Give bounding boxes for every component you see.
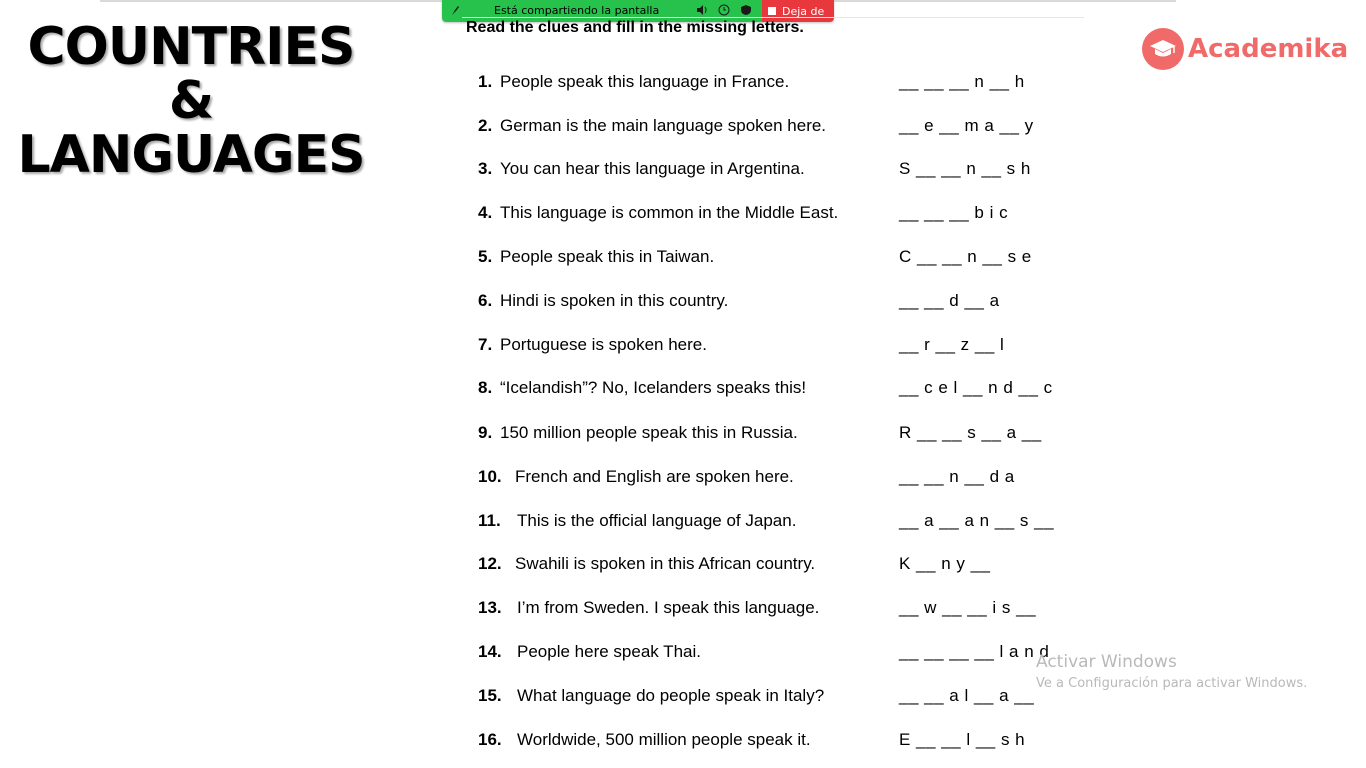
stop-share-label: Deja de bbox=[782, 4, 825, 18]
worksheet-item bbox=[478, 598, 1078, 622]
item-number: 2. bbox=[478, 116, 493, 135]
watermark-title: Activar Windows bbox=[1036, 652, 1177, 672]
worksheet-item bbox=[478, 730, 1078, 754]
item-answer: E __ __ l __ s h bbox=[899, 730, 1026, 749]
item-clue: You can hear this language in Argentina. bbox=[500, 159, 805, 178]
pin-icon[interactable] bbox=[450, 4, 460, 19]
page-title bbox=[6, 17, 376, 185]
item-answer: R __ __ s __ a __ bbox=[899, 423, 1042, 442]
item-clue: Swahili is spoken in this African country. bbox=[515, 554, 816, 573]
item-number: 9. bbox=[478, 423, 493, 442]
item-clue: This is the official language of Japan. bbox=[517, 511, 797, 530]
windows-activation-watermark bbox=[1036, 652, 1307, 691]
item-clue: What language do people speak in Italy? bbox=[517, 686, 825, 705]
item-clue: Portuguese is spoken here. bbox=[500, 335, 707, 354]
item-answer: __ w __ __ i s __ bbox=[899, 598, 1037, 617]
logo-text: Academika bbox=[1188, 34, 1349, 64]
item-number: 16. bbox=[478, 730, 502, 749]
worksheet-item bbox=[478, 203, 1078, 227]
item-answer: __ __ a l __ a __ bbox=[899, 686, 1035, 705]
item-number: 8. bbox=[478, 378, 493, 397]
item-answer: __ __ __ __ l a n d bbox=[899, 642, 1050, 661]
item-clue: Worldwide, 500 million people speak it. bbox=[517, 730, 811, 749]
item-answer: __ r __ z __ l bbox=[899, 335, 1005, 354]
item-number: 4. bbox=[478, 203, 493, 222]
worksheet-item bbox=[478, 511, 1078, 535]
item-clue: German is the main language spoken here. bbox=[500, 116, 827, 135]
item-clue: This language is common in the Middle East. bbox=[500, 203, 839, 222]
worksheet-item bbox=[478, 247, 1078, 271]
item-number: 11. bbox=[478, 511, 501, 530]
item-clue: Hindi is spoken in this country. bbox=[500, 291, 729, 310]
worksheet-instruction: Read the clues and fill in the missing letters. bbox=[466, 19, 804, 36]
item-number: 15. bbox=[478, 686, 502, 705]
worksheet-item bbox=[478, 335, 1078, 359]
item-number: 12. bbox=[478, 554, 502, 573]
worksheet-item bbox=[478, 378, 1078, 402]
item-number: 10. bbox=[478, 467, 502, 486]
item-answer: C __ __ n __ s e bbox=[899, 247, 1032, 266]
worksheet-item bbox=[478, 72, 1078, 96]
item-clue: People here speak Thai. bbox=[517, 642, 701, 661]
item-clue: People speak this in Taiwan. bbox=[500, 247, 715, 266]
graduation-cap-icon bbox=[1142, 28, 1184, 70]
item-number: 1. bbox=[478, 72, 493, 91]
item-answer: __ __ __ n __ h bbox=[899, 72, 1025, 91]
item-number: 14. bbox=[478, 642, 502, 661]
item-number: 6. bbox=[478, 291, 493, 310]
item-answer: __ __ n __ d a bbox=[899, 467, 1015, 486]
item-answer: K __ n y __ bbox=[899, 554, 991, 573]
item-number: 3. bbox=[478, 159, 493, 178]
worksheet-item bbox=[478, 116, 1078, 140]
stop-icon bbox=[768, 7, 776, 15]
item-clue: “Icelandish”? No, Icelanders speaks this! bbox=[500, 378, 807, 397]
academika-logo bbox=[1142, 28, 1348, 70]
worksheet-item bbox=[478, 686, 1078, 710]
item-answer: __ e __ m a __ y bbox=[899, 116, 1034, 135]
item-answer: __ c e l __ n d __ c bbox=[899, 378, 1053, 397]
share-status-text: Está compartiendo la pantalla bbox=[494, 4, 660, 17]
worksheet-item bbox=[478, 642, 1078, 666]
item-number: 13. bbox=[478, 598, 502, 617]
item-clue: 150 million people speak this in Russia. bbox=[500, 423, 798, 442]
title-line-1: COUNTRIES & bbox=[27, 17, 355, 131]
item-number: 5. bbox=[478, 247, 493, 266]
item-clue: French and English are spoken here. bbox=[515, 467, 794, 486]
item-clue: People speak this language in France. bbox=[500, 72, 790, 91]
watermark-subtitle: Ve a Configuración para activar Windows. bbox=[1036, 676, 1308, 691]
document-top-edge bbox=[462, 17, 1084, 18]
item-answer: __ __ __ b i c bbox=[899, 203, 1009, 222]
worksheet-item bbox=[478, 423, 1078, 447]
item-number: 7. bbox=[478, 335, 493, 354]
item-answer: S __ __ n __ s h bbox=[899, 159, 1031, 178]
worksheet-item bbox=[478, 291, 1078, 315]
item-clue: I’m from Sweden. I speak this language. bbox=[517, 598, 820, 617]
title-line-2: LANGUAGES bbox=[17, 125, 365, 185]
worksheet-item bbox=[478, 467, 1078, 491]
worksheet-item bbox=[478, 159, 1078, 183]
item-answer: __ __ d __ a bbox=[899, 291, 1000, 310]
worksheet-item bbox=[478, 554, 1078, 578]
item-answer: __ a __ a n __ s __ bbox=[899, 511, 1055, 530]
